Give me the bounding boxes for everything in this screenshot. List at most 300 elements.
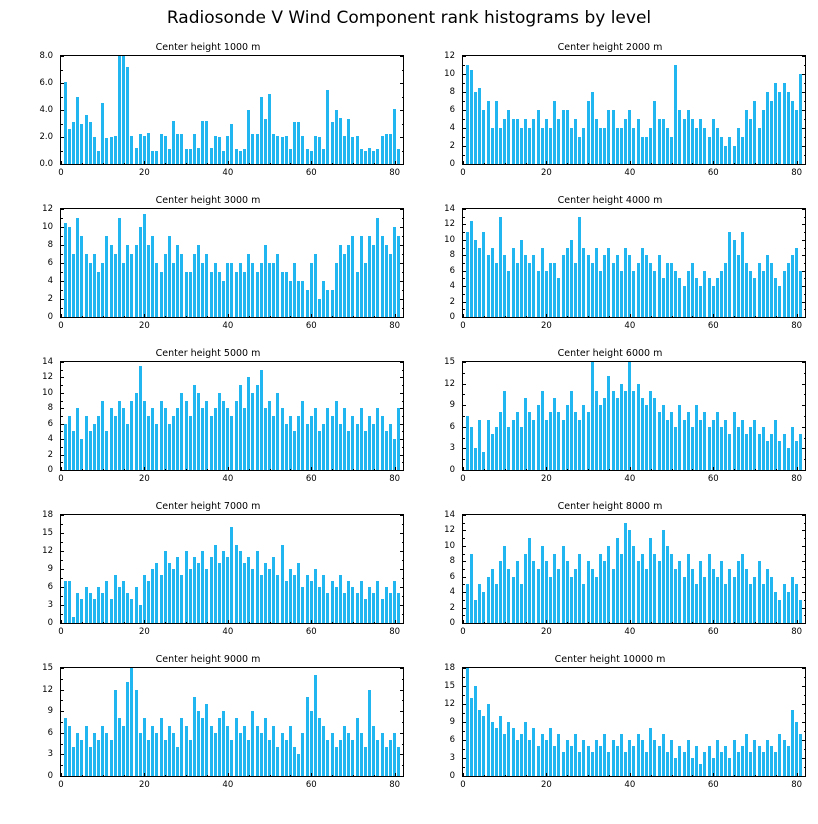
histogram-bar [264, 245, 267, 317]
histogram-bar [264, 718, 267, 776]
y-axis-tick [462, 561, 466, 562]
y-axis-tick-label: 9 [47, 706, 53, 717]
histogram-bar [482, 110, 485, 164]
x-axis-tick-label: 20 [540, 321, 552, 331]
bar-series [61, 56, 403, 164]
y-axis-tick [462, 209, 466, 210]
histogram-bar [222, 551, 225, 623]
y-axis-tick [462, 146, 466, 147]
y-axis-minor-tick [402, 370, 405, 371]
y-axis-tick-label: 2 [449, 141, 455, 151]
x-axis-minor-tick [567, 163, 568, 166]
histogram-bar [289, 281, 292, 317]
histogram-bar [503, 391, 506, 470]
histogram-bar [260, 97, 263, 165]
y-axis-minor-tick [804, 294, 807, 295]
y-axis-tick [400, 164, 404, 165]
panel-title: Center height 4000 m [557, 195, 663, 206]
x-axis-tick [463, 620, 464, 624]
histogram-bar [703, 271, 706, 317]
y-axis-tick-label: 10 [444, 540, 455, 551]
x-axis-minor-tick [290, 469, 291, 472]
histogram-bar [466, 232, 469, 317]
histogram-bar [147, 133, 150, 164]
histogram-bar [239, 385, 242, 470]
y-axis-minor-tick [462, 65, 465, 66]
x-axis-tick [713, 467, 714, 471]
x-axis-minor-tick [651, 163, 652, 166]
histogram-bar [587, 255, 590, 317]
histogram-bar [499, 217, 502, 317]
histogram-bar [603, 398, 606, 470]
y-axis-minor-tick [60, 679, 63, 680]
x-axis-minor-tick [165, 163, 166, 166]
histogram-bar [774, 278, 777, 317]
histogram-bar [753, 101, 756, 164]
y-axis-tick [60, 515, 64, 516]
y-axis-minor-tick [60, 272, 63, 273]
x-axis-minor-tick [332, 469, 333, 472]
y-axis-tick [400, 110, 404, 111]
histogram-bar [126, 67, 129, 164]
histogram-bar [68, 129, 71, 164]
histogram-bar [512, 577, 515, 623]
histogram-bar [537, 746, 540, 776]
histogram-bar [247, 110, 250, 164]
y-axis-minor-tick [60, 524, 63, 525]
y-axis-tick-label: 0 [449, 618, 455, 628]
y-axis-tick [802, 427, 806, 428]
y-axis-tick [802, 56, 806, 57]
histogram-bar [478, 584, 481, 623]
histogram-bar [595, 248, 598, 317]
y-axis-minor-tick [402, 218, 405, 219]
histogram-bar [80, 740, 83, 776]
histogram-bar [76, 97, 79, 165]
histogram-bar [176, 245, 179, 317]
histogram-bar [637, 263, 640, 317]
x-axis-minor-tick [651, 622, 652, 625]
y-axis-minor-tick [804, 263, 807, 264]
histogram-bar [741, 554, 744, 623]
histogram-bar [264, 119, 267, 164]
histogram-bar [495, 427, 498, 470]
histogram-bar [151, 408, 154, 470]
histogram-bar [537, 271, 540, 317]
histogram-bar [389, 254, 392, 317]
histogram-bar [612, 263, 615, 317]
x-axis-minor-tick [165, 316, 166, 319]
y-axis-tick-label: 4 [47, 276, 53, 286]
y-axis-tick [400, 56, 404, 57]
histogram-bar [93, 733, 96, 776]
histogram-bar [678, 746, 681, 776]
x-axis-tick [311, 161, 312, 165]
histogram-bar [728, 569, 731, 623]
histogram-bar [549, 128, 552, 164]
y-axis-minor-tick [60, 614, 63, 615]
y-axis-minor-tick [804, 232, 807, 233]
y-axis-tick [60, 569, 64, 570]
histogram-bar [172, 263, 175, 317]
histogram-bar [770, 746, 773, 776]
y-axis-tick [400, 587, 404, 588]
histogram-bar [318, 299, 321, 317]
x-axis-minor-tick [207, 775, 208, 778]
y-axis-minor-tick [402, 614, 405, 615]
y-axis-tick [400, 455, 404, 456]
y-axis-tick [462, 405, 466, 406]
x-axis-minor-tick [290, 316, 291, 319]
histogram-bar [587, 561, 590, 623]
y-axis-tick [60, 83, 64, 84]
histogram-bar [276, 575, 279, 623]
y-axis-tick [802, 92, 806, 93]
histogram-bar [537, 569, 540, 623]
y-axis-tick [60, 137, 64, 138]
histogram-bar [139, 134, 142, 164]
histogram-bar [645, 752, 648, 776]
histogram-bar [728, 434, 731, 470]
panel-title: Center height 5000 m [155, 348, 261, 359]
histogram-bar [778, 441, 781, 470]
y-axis-minor-tick [462, 584, 465, 585]
histogram-bar [68, 581, 71, 623]
histogram-bar [487, 101, 490, 164]
x-axis-minor-tick [776, 316, 777, 319]
histogram-bar [381, 733, 384, 776]
histogram-bar [632, 546, 635, 623]
histogram-bar [791, 710, 794, 776]
histogram-bar [674, 271, 677, 317]
histogram-bar [645, 405, 648, 470]
y-axis-minor-tick [804, 459, 807, 460]
x-axis-tick-label: 60 [305, 627, 317, 637]
panel-title: Center height 6000 m [557, 348, 663, 359]
x-axis-minor-tick [290, 163, 291, 166]
y-axis-tick [462, 758, 466, 759]
histogram-bar [351, 740, 354, 776]
histogram-bar [164, 408, 167, 470]
x-axis-minor-tick [186, 163, 187, 166]
histogram-bar [658, 412, 661, 470]
histogram-bar [724, 263, 727, 317]
histogram-bar [666, 420, 669, 470]
y-axis-tick [400, 605, 404, 606]
y-axis-tick-label: 4 [449, 123, 455, 133]
histogram-bar [516, 412, 519, 470]
histogram-bar [76, 218, 79, 317]
histogram-bar [795, 722, 798, 776]
histogram-bar [691, 263, 694, 317]
histogram-bar [653, 740, 656, 776]
histogram-bar [97, 416, 100, 470]
histogram-bar [566, 740, 569, 776]
y-axis-tick-label: 8 [449, 87, 455, 97]
histogram-bar [230, 527, 233, 623]
x-axis-tick [311, 467, 312, 471]
histogram-bar [276, 393, 279, 470]
bar-series [463, 209, 805, 317]
y-axis-tick-label: 10 [42, 387, 53, 398]
x-axis-tick [713, 620, 714, 624]
histogram-bar [351, 416, 354, 470]
histogram-bar [85, 254, 88, 317]
histogram-bar [160, 272, 163, 317]
histogram-bar [93, 424, 96, 470]
y-axis-minor-tick [60, 124, 63, 125]
x-axis-tick-label: 40 [222, 474, 234, 484]
histogram-bar [151, 236, 154, 317]
histogram-bar [553, 263, 556, 317]
histogram-bar [72, 617, 75, 623]
histogram-bar [235, 149, 238, 164]
histogram-bar [603, 561, 606, 623]
histogram-bar [582, 248, 585, 317]
histogram-bar [147, 245, 150, 317]
histogram-bar [105, 431, 108, 470]
plot-area [60, 667, 404, 777]
y-axis-minor-tick [402, 560, 405, 561]
histogram-bar [720, 271, 723, 317]
histogram-bar [135, 690, 138, 776]
histogram-bar [180, 718, 183, 776]
histogram-bar [376, 218, 379, 317]
histogram-bar [787, 746, 790, 776]
x-axis-minor-tick [353, 316, 354, 319]
histogram-bar [222, 711, 225, 776]
histogram-bar [130, 599, 133, 623]
histogram-bar [599, 128, 602, 164]
y-axis-tick [802, 405, 806, 406]
y-axis-tick [802, 470, 806, 471]
y-axis-tick [400, 711, 404, 712]
histogram-bar [68, 726, 71, 776]
histogram-bar [331, 122, 334, 164]
histogram-bar [97, 587, 100, 623]
x-axis-minor-tick [651, 775, 652, 778]
y-axis-tick [400, 668, 404, 669]
histogram-bar [687, 110, 690, 164]
x-axis-tick [311, 620, 312, 624]
x-axis-tick-label: 80 [791, 780, 803, 790]
histogram-bar [176, 747, 179, 776]
histogram-bar [787, 592, 790, 623]
x-axis-tick [713, 161, 714, 165]
histogram-bar [114, 416, 117, 470]
histogram-bar [499, 561, 502, 623]
histogram-bar [289, 416, 292, 470]
histogram-bar [80, 599, 83, 623]
histogram-bar [628, 362, 631, 470]
histogram-bar [557, 412, 560, 470]
histogram-bar [351, 587, 354, 623]
bar-series [463, 668, 805, 776]
histogram-bar [172, 416, 175, 470]
plot-area [462, 514, 806, 624]
histogram-bar [624, 752, 627, 776]
y-axis-tick [60, 424, 64, 425]
histogram-bar [389, 134, 392, 164]
histogram-bar [268, 263, 271, 317]
histogram-bar [512, 420, 515, 470]
x-axis-minor-tick [609, 316, 610, 319]
y-axis-tick [802, 686, 806, 687]
chart-panel [22, 348, 401, 491]
histogram-bar [343, 726, 346, 776]
y-axis-minor-tick [462, 232, 465, 233]
x-axis-minor-tick [207, 163, 208, 166]
y-axis-tick [400, 776, 404, 777]
x-axis-tick-label: 80 [389, 168, 401, 178]
histogram-bar [160, 718, 163, 776]
histogram-bar [122, 263, 125, 317]
histogram-bar [318, 718, 321, 776]
histogram-bar [143, 136, 146, 164]
histogram-bar [478, 710, 481, 776]
histogram-bar [72, 747, 75, 776]
x-axis-tick [395, 773, 396, 777]
histogram-bar [331, 581, 334, 623]
y-axis-tick [400, 533, 404, 534]
histogram-bar [393, 109, 396, 164]
histogram-bar [176, 134, 179, 164]
y-axis-minor-tick [60, 385, 63, 386]
histogram-bar [147, 740, 150, 776]
histogram-bar [376, 149, 379, 164]
histogram-bar [562, 420, 565, 470]
histogram-bar [482, 232, 485, 317]
y-axis-minor-tick [804, 767, 807, 768]
figure-title: Radiosonde V Wind Component rank histograms by level [166, 8, 652, 28]
x-axis-tick [61, 773, 62, 777]
y-axis-tick [802, 255, 806, 256]
x-axis-tick [61, 161, 62, 165]
x-axis-minor-tick [103, 316, 104, 319]
y-axis-tick [400, 424, 404, 425]
histogram-bar [381, 136, 384, 164]
histogram-bar [616, 746, 619, 776]
histogram-bar [574, 734, 577, 776]
histogram-bar [376, 581, 379, 623]
histogram-bar [516, 561, 519, 623]
x-axis-minor-tick [776, 622, 777, 625]
histogram-bar [716, 412, 719, 470]
y-axis-tick-label: 0 [47, 312, 53, 322]
x-axis-minor-tick [734, 622, 735, 625]
histogram-bar [260, 263, 263, 317]
x-axis-tick [395, 620, 396, 624]
y-axis-tick [60, 439, 64, 440]
histogram-bar [670, 554, 673, 623]
histogram-bar [712, 569, 715, 623]
y-axis-minor-tick [804, 65, 807, 66]
histogram-bar [172, 121, 175, 164]
histogram-bar [783, 434, 786, 470]
histogram-bar [762, 584, 765, 623]
histogram-bar [595, 740, 598, 776]
bar-series [463, 56, 805, 164]
histogram-bar [218, 137, 221, 164]
x-axis-tick [228, 620, 229, 624]
histogram-bar [670, 412, 673, 470]
histogram-bar [347, 733, 350, 776]
histogram-bar [272, 557, 275, 623]
histogram-bar [285, 424, 288, 470]
histogram-bar [549, 577, 552, 623]
histogram-bar [637, 119, 640, 164]
histogram-bar [516, 740, 519, 776]
y-axis-minor-tick [60, 578, 63, 579]
panel-title: Center height 2000 m [557, 42, 663, 53]
histogram-bar [139, 733, 142, 776]
x-axis-minor-tick [124, 163, 125, 166]
y-axis-tick [802, 224, 806, 225]
y-axis-minor-tick [462, 713, 465, 714]
y-axis-tick [60, 281, 64, 282]
bar-series [463, 362, 805, 470]
histogram-bar [737, 561, 740, 623]
histogram-bar [574, 263, 577, 317]
histogram-bar [143, 401, 146, 470]
x-axis-tick-label: 60 [305, 780, 317, 790]
y-axis-minor-tick [462, 155, 465, 156]
histogram-bar [293, 575, 296, 623]
y-axis-tick [462, 271, 466, 272]
histogram-bar [276, 254, 279, 317]
histogram-bar [566, 248, 569, 317]
x-axis-minor-tick [353, 775, 354, 778]
x-axis-tick-label: 40 [222, 627, 234, 637]
y-axis-tick [60, 377, 64, 378]
x-axis-tick-label: 40 [624, 780, 636, 790]
x-axis-tick [630, 773, 631, 777]
histogram-bar [528, 740, 531, 776]
histogram-bar [753, 740, 756, 776]
y-axis-tick-label: 14 [444, 510, 455, 520]
histogram-bar [397, 236, 400, 317]
histogram-bar [97, 272, 100, 317]
histogram-bar [235, 545, 238, 623]
y-axis-minor-tick [402, 765, 405, 766]
histogram-bar [524, 255, 527, 317]
histogram-bar [620, 128, 623, 164]
histogram-bar [562, 546, 565, 623]
y-axis-minor-tick [462, 677, 465, 678]
histogram-bar [574, 569, 577, 623]
histogram-bar [372, 593, 375, 623]
y-axis-tick [462, 722, 466, 723]
histogram-bar [674, 569, 677, 623]
y-axis-tick [60, 227, 64, 228]
histogram-bar [118, 56, 121, 164]
y-axis-tick [60, 209, 64, 210]
y-axis-minor-tick [60, 401, 63, 402]
y-axis-minor-tick [804, 569, 807, 570]
histogram-bar [89, 263, 92, 317]
y-axis-minor-tick [402, 700, 405, 701]
y-axis-tick [60, 533, 64, 534]
histogram-bar [795, 441, 798, 470]
y-axis-tick-label: 12 [42, 684, 53, 695]
histogram-bar [185, 272, 188, 317]
histogram-bar [524, 119, 527, 164]
y-axis-tick [802, 448, 806, 449]
x-axis-tick-label: 60 [707, 627, 719, 637]
histogram-bar [553, 398, 556, 470]
histogram-bar [582, 584, 585, 623]
y-axis-tick-label: 4 [449, 281, 455, 292]
